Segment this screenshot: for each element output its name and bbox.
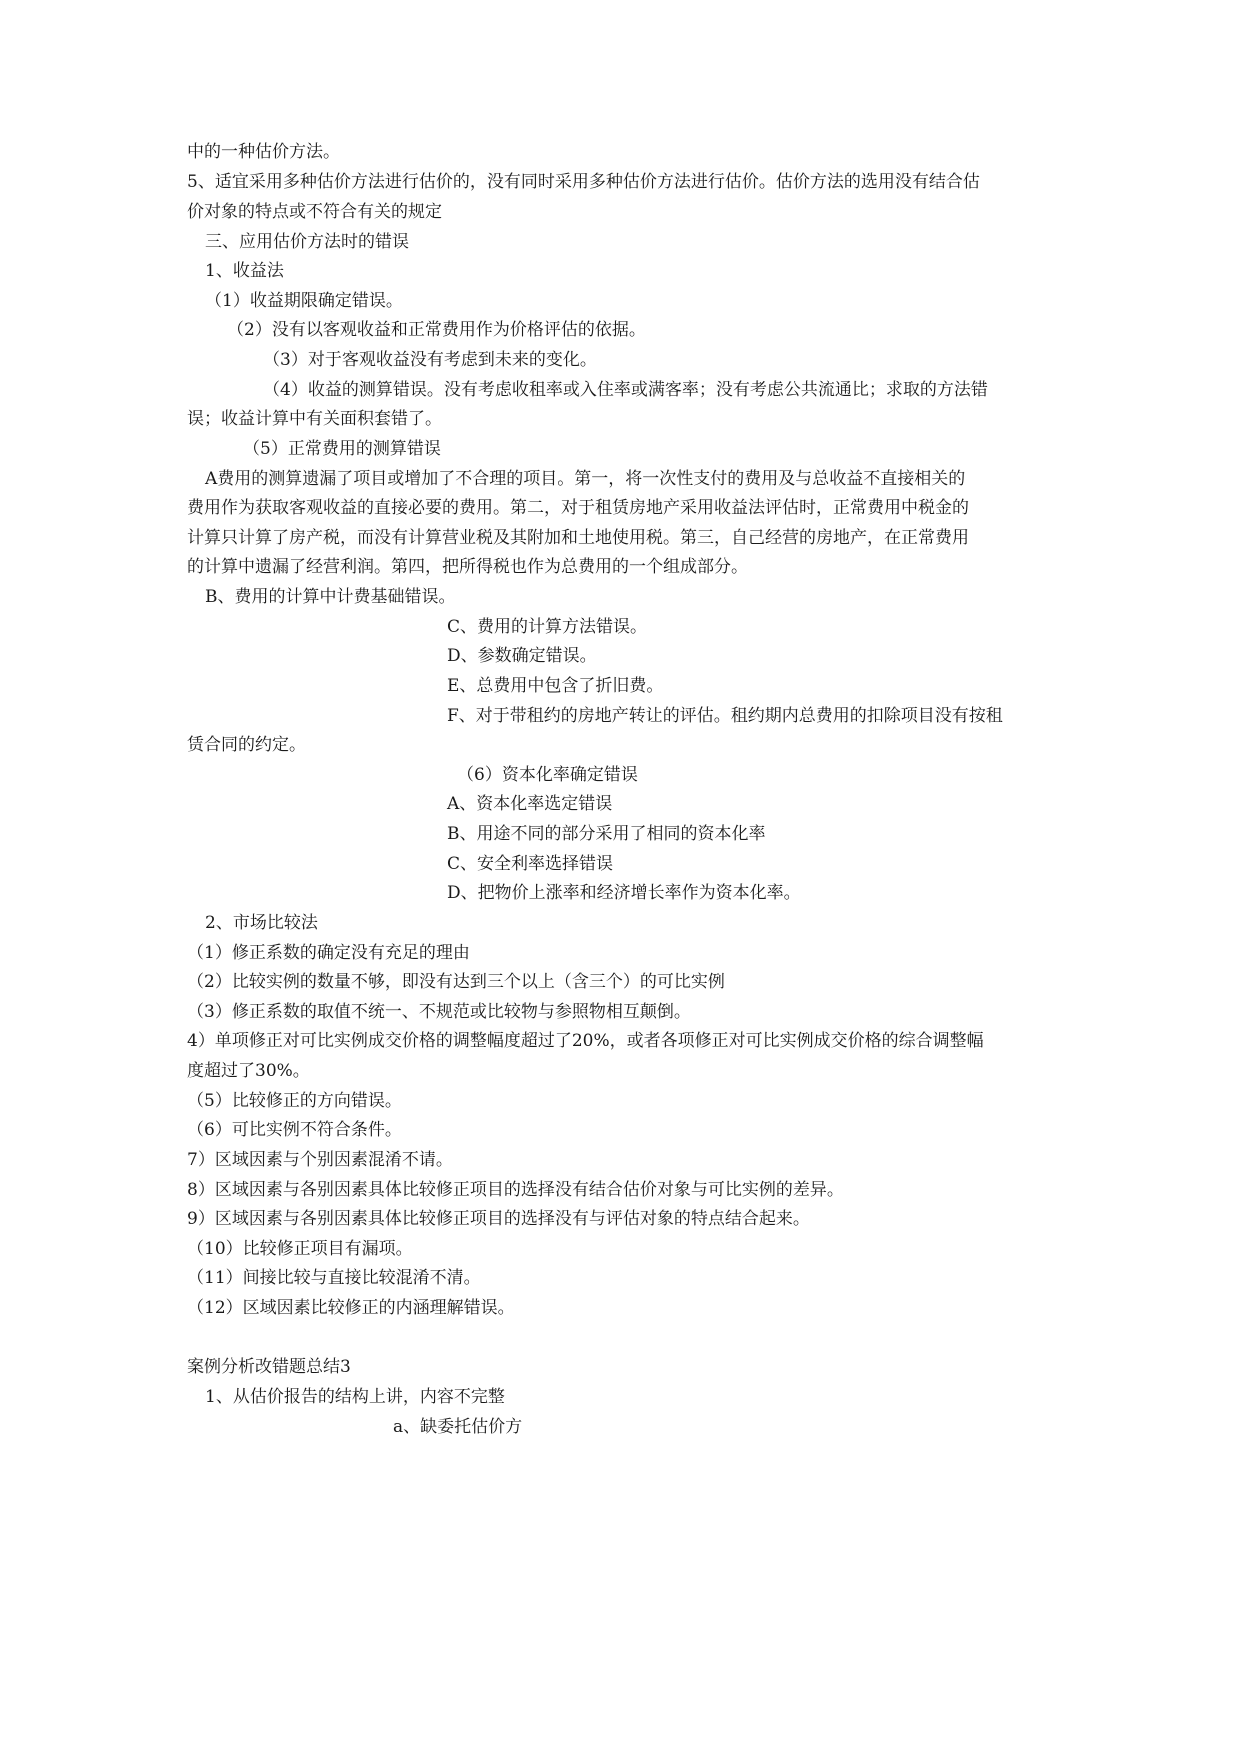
text-line: B、用途不同的部分采用了相同的资本化率 xyxy=(447,824,766,844)
text-line: B、费用的计算中计费基础错误。 xyxy=(205,587,456,607)
section-heading: 案例分析改错题总结3 xyxy=(187,1357,351,1377)
text-line: 1、从估价报告的结构上讲，内容不完整 xyxy=(205,1387,505,1407)
text-line: F、对于带租约的房地产转让的评估。租约期内总费用的扣除项目没有按租 xyxy=(447,706,1003,726)
text-line: A费用的测算遗漏了项目或增加了不合理的项目。第一，将一次性支付的费用及与总收益不直接相关的 xyxy=(205,469,966,489)
text-line: （5）正常费用的测算错误 xyxy=(243,439,441,459)
text-line: 计算只计算了房产税，而没有计算营业税及其附加和土地使用税。第三，自己经营的房地产，在正常费用 xyxy=(187,528,969,548)
text-line: 的计算中遗漏了经营利润。第四，把所得税也作为总费用的一个组成部分。 xyxy=(187,557,748,577)
text-line: （5）比较修正的方向错误。 xyxy=(187,1091,402,1111)
text-line: （1）修正系数的确定没有充足的理由 xyxy=(187,943,470,963)
text-line: E、总费用中包含了折旧费。 xyxy=(447,676,664,696)
text-line: 5、适宜采用多种估价方法进行估价的，没有同时采用多种估价方法进行估价。估价方法的选用没有结合估 xyxy=(187,172,980,192)
subsection-heading: 1、收益法 xyxy=(205,261,284,281)
text-line: （4）收益的测算错误。没有考虑收租率或入住率或满客率；没有考虑公共流通比；求取的方法错 xyxy=(263,380,988,400)
text-line: a、缺委托估价方 xyxy=(393,1417,523,1437)
text-line: 价对象的特点或不符合有关的规定 xyxy=(187,202,442,222)
text-line: 费用作为获取客观收益的直接必要的费用。第二，对于租赁房地产采用收益法评估时，正常费用中税金的 xyxy=(187,498,969,518)
text-line: 度超过了30%。 xyxy=(187,1061,310,1081)
text-line: （2）比较实例的数量不够，即没有达到三个以上（含三个）的可比实例 xyxy=(187,972,725,992)
text-line: D、参数确定错误。 xyxy=(447,646,597,666)
text-line: （10）比较修正项目有漏项。 xyxy=(187,1239,413,1259)
text-line: 7）区域因素与个别因素混淆不请。 xyxy=(187,1150,453,1170)
text-line: （12）区域因素比较修正的内涵理解错误。 xyxy=(187,1298,515,1318)
text-line: 4）单项修正对可比实例成交价格的调整幅度超过了20%，或者各项修正对可比实例成交价格的综合调整幅 xyxy=(187,1031,984,1051)
text-line: （1）收益期限确定错误。 xyxy=(205,291,403,311)
text-line: D、把物价上涨率和经济增长率作为资本化率。 xyxy=(447,883,801,903)
text-line: 中的一种估价方法。 xyxy=(187,142,340,162)
text-line: A、资本化率选定错误 xyxy=(447,794,613,814)
text-line: （2）没有以客观收益和正常费用作为价格评估的依据。 xyxy=(227,320,646,340)
subsection-heading: 2、市场比较法 xyxy=(205,913,318,933)
text-line: 9）区域因素与各别因素具体比较修正项目的选择没有与评估对象的特点结合起来。 xyxy=(187,1209,810,1229)
text-line: （6）可比实例不符合条件。 xyxy=(187,1120,402,1140)
text-line: C、费用的计算方法错误。 xyxy=(447,617,648,637)
section-heading: 三、应用估价方法时的错误 xyxy=(205,232,409,252)
text-line: （3）修正系数的取值不统一、不规范或比较物与参照物相互颠倒。 xyxy=(187,1002,691,1022)
text-line: （3）对于客观收益没有考虑到未来的变化。 xyxy=(263,350,597,370)
text-line: （6）资本化率确定错误 xyxy=(457,765,638,785)
text-line: 赁合同的约定。 xyxy=(187,735,306,755)
text-line: （11）间接比较与直接比较混淆不清。 xyxy=(187,1268,481,1288)
text-line: 误；收益计算中有关面积套错了。 xyxy=(187,409,442,429)
text-line: C、安全利率选择错误 xyxy=(447,854,614,874)
text-line: 8）区域因素与各别因素具体比较修正项目的选择没有结合估价对象与可比实例的差异。 xyxy=(187,1180,844,1200)
